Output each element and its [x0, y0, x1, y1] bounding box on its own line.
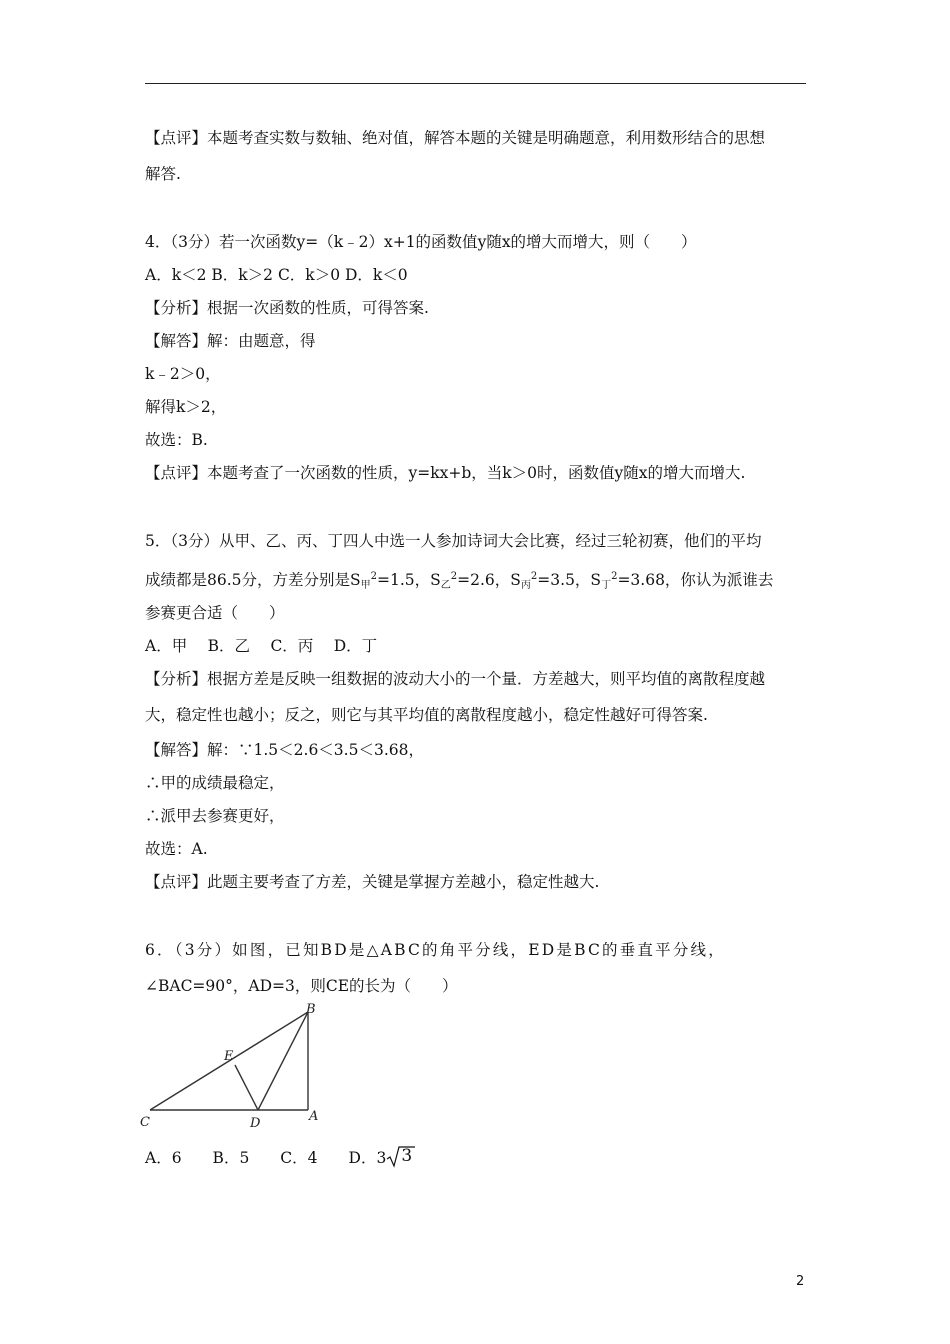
segment-ed [235, 1065, 258, 1110]
question-4-options: A．k＜2 B．k＞2 C．k＞0 D．k＜0 [145, 266, 408, 284]
question-6-options [145, 1145, 416, 1169]
question-5-solution: 故选：A. [145, 840, 208, 858]
question-4-solution: k﹣2＞0， [145, 365, 221, 383]
question-4-analysis: 【分析】根据一次函数的性质，可得答案. [145, 299, 429, 317]
question-5-analysis: 大，稳定性也越小；反之，则它与其平均值的离散程度越小，稳定性越好可得答案. [145, 706, 708, 724]
label-e: E [224, 1049, 234, 1064]
question-4-solution: 故选：B. [145, 431, 208, 449]
label-c: C [140, 1115, 150, 1130]
superscript: 2 [530, 571, 538, 582]
header-rule [145, 83, 806, 84]
question-4: 4．（3分）若一次函数y=（k﹣2）x+1的函数值y随x的增大而增大，则（ ） [145, 233, 697, 251]
label-b: B [306, 1002, 316, 1017]
question-5-comment: 【点评】此题主要考查了方差，关键是掌握方差越小，稳定性越大. [145, 873, 600, 891]
question-4-solution: 【解答】解：由题意，得 [145, 332, 316, 350]
text-line: 【点评】本题考查实数与数轴、绝对值，解答本题的关键是明确题意，利用数形结合的思想 [145, 129, 766, 147]
question-5-solution: 【解答】解：∵1.5＜2.6＜3.5＜3.68， [145, 741, 424, 759]
text-fragment: =1.5，S [377, 571, 441, 589]
superscript: 2 [450, 571, 458, 582]
question-5-options: A．甲 B．乙 C．丙 D．丁 [145, 637, 378, 655]
page-number: 2 [796, 1274, 805, 1289]
text-fragment: =3.68，你认为派谁去 [617, 571, 774, 589]
question-6: 6．（3分）如图，已知BD是△ABC的角平分线，ED是BC的垂直平分线， [145, 941, 726, 959]
question-4-solution: 解得k＞2， [145, 398, 227, 416]
superscript: 2 [611, 571, 618, 582]
question-5-variances [145, 567, 773, 596]
options-text: A．6 B．5 C．4 D．3 [145, 1149, 387, 1167]
sqrt-expression [386, 1145, 416, 1169]
subscript: 甲 [360, 580, 371, 591]
question-5-analysis: 【分析】根据方差是反映一组数据的波动大小的一个量．方差越大，则平均值的离散程度越 [145, 670, 766, 688]
question-4-comment: 【点评】本题考查了一次函数的性质，y=kx+b，当k＞0时，函数值y随x的增大而增大. [145, 464, 746, 482]
text-fragment: =3.5，S [537, 571, 602, 589]
question-5: 5．（3分）从甲、乙、丙、丁四人中选一人参加诗词大会比赛，经过三轮初赛，他们的平均 [145, 532, 762, 550]
superscript: 2 [370, 571, 378, 582]
sqrt-radicand: 3 [401, 1146, 413, 1166]
question-6: ∠BAC=90°，AD=3，则CE的长为（ ） [145, 977, 458, 995]
question-5-solution: ∴派甲去参赛更好， [145, 807, 285, 825]
subscript: 乙 [440, 580, 451, 591]
text-fragment: 成绩都是86.5分，方差分别是S [145, 571, 361, 589]
subscript: 丁 [601, 580, 612, 591]
subscript: 丙 [520, 580, 531, 591]
label-d: D [250, 1116, 261, 1131]
label-a: A [309, 1109, 319, 1124]
text-line: 参赛更合适（ ） [145, 604, 285, 622]
question-5-solution: ∴甲的成绩最稳定， [145, 774, 285, 792]
text-line: 解答. [145, 165, 181, 183]
text-fragment: =2.6，S [457, 571, 521, 589]
triangle-figure [138, 1002, 328, 1132]
